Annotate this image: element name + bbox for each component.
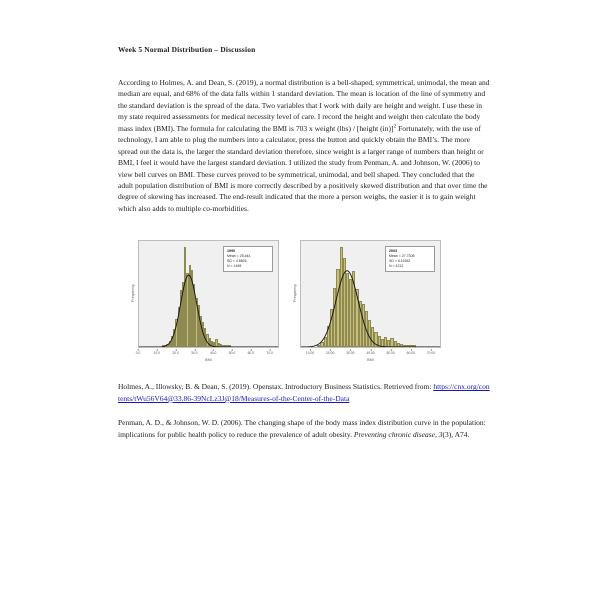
x-axis-tick-label: 60.0 [247,351,255,356]
x-axis-tick-label: 30.00 [346,351,355,356]
body-text-part1: According to Holmes, A. and Dean, S. (2019), a normal distribution is a bell-shaped, symmetrical, unimodal, the mean and median are equal, and 68% of the data falls within 1 standard deviation. The mean is location of the line of symmetry and the standard deviation is the spread of the data. Two variables that I work with daily are height and weight. I use these in my state required assessments for medical necessity level of care. I record the height and weight then calculate the body mass index (BMI). The formula for calculating the BMI is 703 x weight (lbs) / [height (in)] [118,77,490,133]
stats-year-2003: 2003 [389,249,398,254]
body-paragraph [118,77,490,214]
x-axis-title-1990: BMI [205,358,212,363]
histogram-chart-1990 [126,237,281,367]
page-title: Week 5 Normal Distribution – Discussion [118,45,256,54]
x-axis-tick-label: 70.0 [266,351,273,356]
x-axis-ticks-2003 [300,349,441,357]
y-axis-label-text-2003: Frequency [293,284,298,303]
stats-n-1990: N = 1498 [227,264,242,269]
x-axis-title-2003: BMI [367,358,374,363]
reference-1-text: Holmes, A., Illowsky, B. & Dean, S. (2019). Openstax. Introductory Business Statistics. Retrieved from: [118,382,434,392]
x-axis-tick-label: 10.00 [305,351,315,356]
stats-year-1990: 1990 [227,249,236,254]
reference-2-text: Penman, A. D., & Johnson, W. D. (2006). The changing shape of the body mass index distribution curve in the population: implications for public health policy to reduce the prevalence of adult obesity. [118,418,486,439]
x-axis-tick-label: 70.00 [426,351,436,356]
stats-sd-2003: SD = 6.11952 [389,259,411,264]
stats-mean-1990: Mean = 25.444 [227,254,251,259]
y-axis-label-text-1990: Frequency [131,284,136,303]
exponent-two: 2 [393,123,397,130]
plot-area-2003 [300,240,441,348]
x-axis-tick-label: 60.00 [406,351,415,356]
stats-box-1990 [223,246,273,272]
reference-item [118,417,490,440]
stats-mean-2003: Mean = 27.7308 [389,254,415,259]
stats-box-2003 [385,246,435,272]
reference-2-journal: Preventing chronic disease, 3 [353,429,443,439]
y-axis-title-1990 [128,237,138,349]
x-axis-tick-label: 10.0 [153,351,161,356]
x-axis-tick-label: 0.0 [135,351,141,356]
plot-area-1990 [138,240,279,348]
reference-item [118,381,490,404]
histogram-figure-group [126,237,490,367]
histogram-chart-2003 [288,237,443,367]
references-section [118,381,490,440]
x-axis-tick-label: 40.00 [366,351,375,356]
x-axis-tick-label: 30.0 [191,351,198,356]
body-text-part2: Fortunately, with the use of technology, I am able to plug the numbers into a calculator, press the button and quickly obtain the BMI’s. The more spread out the data is, the larger the standard deviation therefore, since weight is a larger range of numbers than height or BMI, I feel it would have the largest standard deviation. I utilized the study from Penman, A. and Johnson, W. (2006) to view bell curves on BMI. These curves proved to be symmetrical, unimodal, and bell shaped. They concluded that the adult population distribution of BMI is more correctly described by a positively skewed distribution and that over time the degree of skewing has increased. The end-result indicated that the more a person weighs, the easier it is to gain weight which also adds to multiple co-morbidities. [118,123,488,213]
x-axis-tick-label: 50.0 [228,351,236,356]
x-axis-tick-label: 20.0 [172,351,179,356]
x-axis-ticks-1990 [135,349,279,357]
stats-n-2003: N = 4212 [389,264,404,269]
x-axis-tick-label: 40.0 [209,351,217,356]
stats-sd-1990: SD = 4.8826 [227,259,247,264]
x-axis-tick-label: 20.00 [326,351,335,356]
y-axis-title-2003 [290,237,300,349]
reference-2-tail: (3), A74. [442,429,470,439]
reference-1-link[interactable]: https://cnx.org/contents/tWu56V64@33.86-39NcLz3J@18/Measures-of-the-Center-of-the-Data [118,382,490,403]
x-axis-tick-label: 50.00 [386,351,395,356]
